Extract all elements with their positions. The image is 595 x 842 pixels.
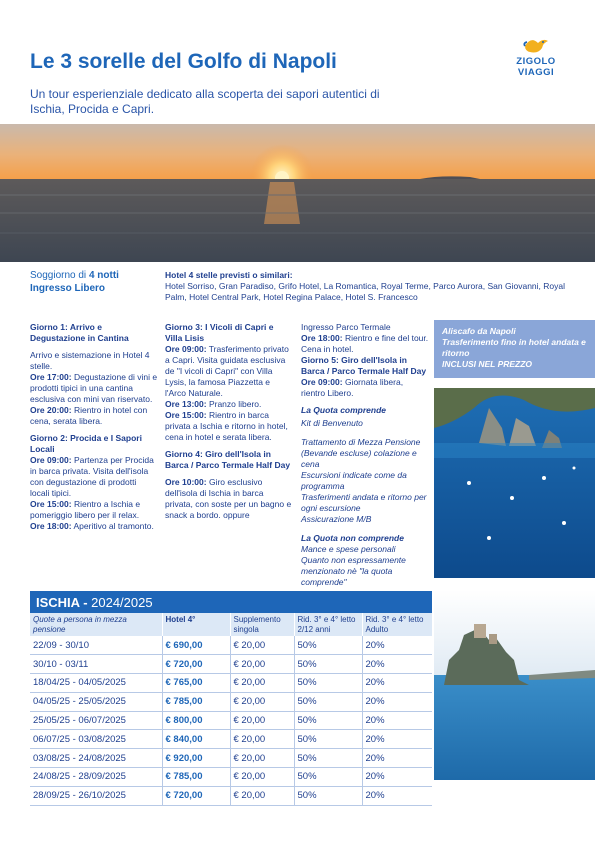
day4-text-2: Rientro e fine del tour. Cena in hotel.: [301, 333, 429, 354]
day3-text-1: Trasferimento privato a Capri. Visita guidata esclusiva de "I vicoli di Capri" con Villa Lysis, la famosa Piazzetta e l'Arco Naturale.: [165, 344, 289, 398]
includes-item: Trattamento di Mezza Pensione (Bevande escluse) colazione e cena: [301, 437, 421, 469]
day3-text-3: Rientro in barca privata a Ischia e ritorno in hotel, cena in hotel e serata libera.: [165, 410, 288, 442]
hotels-list: Hotel Sorriso, Gran Paradiso, Grifo Hotel, La Romantica, Royal Terme, Parco Aurora, San Giovanni, Royal Palm, Hotel Central Park, Hotel Regina Palace, Hotel S. Francesco: [165, 281, 565, 302]
day2-text-1: Partenza per Procida in barca privata. Visita dell'isola con degustazione di prodotti locali tipici.: [30, 455, 154, 498]
table-cell: € 20,00: [230, 636, 294, 655]
logo-line-2: VIAGGI: [517, 67, 555, 78]
itinerary-column-1: [30, 322, 158, 538]
table-cell: 20%: [362, 786, 432, 805]
day2-title: Giorno 2: Procida e I Sapori Locali: [30, 433, 142, 454]
stay-info: [30, 269, 119, 295]
table-cell: € 20,00: [230, 674, 294, 693]
table-cell: € 720,00: [162, 655, 230, 674]
logo-line-1: ZIGOLO: [516, 56, 556, 67]
table-row: [30, 768, 432, 787]
table-cell: 18/04/25 - 04/05/2025: [30, 674, 162, 693]
day4-park: Ingresso Parco Termale: [301, 322, 391, 332]
day3-time-3: Ore 15:00:: [165, 410, 207, 420]
table-row: [30, 636, 432, 655]
side-box-line-1: Aliscafo da Napoli: [442, 326, 516, 336]
table-row: [30, 711, 432, 730]
table-cell: 06/07/25 - 03/08/2025: [30, 730, 162, 749]
itinerary-column-3: [301, 322, 429, 588]
table-cell: € 20,00: [230, 692, 294, 711]
table-year: 2024/2025: [91, 595, 153, 610]
stay-nights: 4 notti: [88, 270, 119, 281]
bird-logo-icon: [521, 34, 551, 56]
table-cell: € 785,00: [162, 768, 230, 787]
ferry-included-box: [434, 320, 595, 378]
itinerary-column-2: [165, 322, 292, 527]
day1-title: Giorno 1: Arrivo e Degustazione in Cantina: [30, 322, 129, 343]
day3-time-1: Ore 09:00:: [165, 344, 207, 354]
table-cell: € 20,00: [230, 768, 294, 787]
table-cell: 22/09 - 30/10: [30, 636, 162, 655]
table-cell: 20%: [362, 711, 432, 730]
day1-time-2: Ore 20:00:: [30, 405, 72, 415]
day1-arrival: Arrivo e sistemazione in Hotel 4 stelle.: [30, 350, 150, 371]
table-cell: 50%: [294, 711, 362, 730]
table-cell: 04/05/25 - 25/05/2025: [30, 692, 162, 711]
day2-text-2: Rientro a Ischia e pomeriggio libero per il relax.: [30, 499, 141, 520]
table-cell: € 20,00: [230, 786, 294, 805]
column-header: Rid. 3° e 4° letto 2/12 anni: [294, 613, 362, 636]
excludes-heading: La Quota non comprende: [301, 533, 404, 543]
day4-time-2: Ore 18:00:: [301, 333, 343, 343]
day5-text-1: Giornata libera, rientro Libero.: [301, 377, 404, 398]
table-cell: € 20,00: [230, 655, 294, 674]
table-cell: 30/10 - 03/11: [30, 655, 162, 674]
day3-title: Giorno 3: I Vicoli di Capri e Villa Lisis: [165, 322, 274, 343]
side-box-line-2: Trasferimento fino in hotel andata e ritorno: [442, 337, 586, 358]
day2-time-3: Ore 18:00:: [30, 521, 72, 531]
day1-text-1: Degustazione di vini e prodotti tipici in una cantina esclusiva con mini van riservato.: [30, 372, 158, 404]
page-subtitle: Un tour esperienziale dedicato alla scoperta dei sapori autentici di Ischia, Procida e Capri.: [30, 87, 380, 116]
includes-heading: La Quota comprende: [301, 405, 387, 415]
table-cell: 03/08/25 - 24/08/2025: [30, 749, 162, 768]
table-cell: € 920,00: [162, 749, 230, 768]
table-cell: € 20,00: [230, 730, 294, 749]
includes-item: Escursioni indicate come da programma: [301, 470, 407, 491]
day2-time-1: Ore 09:00:: [30, 455, 72, 465]
table-cell: 25/05/25 - 06/07/2025: [30, 711, 162, 730]
capri-faraglioni-image: [434, 388, 595, 578]
day2-text-3: Aperitivo al tramonto.: [71, 521, 154, 531]
day4-time-1: Ore 10:00:: [165, 477, 207, 487]
table-cell: 50%: [294, 786, 362, 805]
day4-title: Giorno 4: Giro dell'Isola in Barca / Parco Termale Half Day: [165, 449, 291, 470]
hotels-info: [165, 270, 565, 303]
table-cell: 50%: [294, 768, 362, 787]
sunset-sea-image: [0, 124, 595, 262]
table-cell: 50%: [294, 692, 362, 711]
table-cell: 20%: [362, 768, 432, 787]
table-cell: 20%: [362, 674, 432, 693]
table-row: [30, 786, 432, 805]
table-cell: € 840,00: [162, 730, 230, 749]
day3-time-2: Ore 13:00:: [165, 399, 207, 409]
stay-entry: Ingresso Libero: [30, 283, 106, 294]
table-row: [30, 730, 432, 749]
table-cell: € 720,00: [162, 786, 230, 805]
table-cell: 20%: [362, 730, 432, 749]
column-header: Quote a persona in mezza pensione: [30, 613, 162, 636]
day1-time-1: Ore 17:00:: [30, 372, 72, 382]
table-cell: 20%: [362, 655, 432, 674]
day1-text-2: Rientro in hotel con cena, serata libera.: [30, 405, 148, 426]
table-cell: 50%: [294, 674, 362, 693]
logo: [506, 34, 566, 78]
table-cell: € 20,00: [230, 749, 294, 768]
table-cell: 50%: [294, 730, 362, 749]
table-row: [30, 674, 432, 693]
stay-prefix: Soggiorno di: [30, 270, 89, 281]
page-title: Le 3 sorelle del Golfo di Napoli: [30, 50, 337, 73]
hotels-heading: Hotel 4 stelle previsti o similari:: [165, 270, 293, 280]
table-row: [30, 655, 432, 674]
table-name: ISCHIA -: [36, 595, 92, 610]
excludes-item: Quanto non espressamente menzionato nè "la quota comprende": [301, 555, 406, 587]
table-cell: 50%: [294, 749, 362, 768]
table-cell: € 765,00: [162, 674, 230, 693]
day3-text-2: Pranzo libero.: [206, 399, 262, 409]
price-table: [30, 591, 432, 806]
includes-item: Assicurazione M/B: [301, 514, 372, 524]
day4-text-1: Giro esclusivo dell'isola di Ischia in barca privata, con soste per un bagno e snack a bordo. oppure: [165, 477, 292, 520]
table-cell: 20%: [362, 636, 432, 655]
table-cell: 20%: [362, 749, 432, 768]
day5-title: Giorno 5: Giro dell'Isola in Barca / Parco Termale Half Day: [301, 355, 427, 376]
column-header: Supplemento singola: [230, 613, 294, 636]
castello-aragonese-image: [434, 590, 595, 780]
table-cell: 28/09/25 - 26/10/2025: [30, 786, 162, 805]
table-cell: € 785,00: [162, 692, 230, 711]
table-cell: 20%: [362, 692, 432, 711]
side-box-line-3: INCLUSI NEL PREZZO: [442, 359, 533, 369]
column-header: Rid. 3° e 4° letto Adulto: [362, 613, 432, 636]
excludes-item: Mance e spese personali: [301, 544, 396, 554]
table-cell: 50%: [294, 655, 362, 674]
table-cell: 50%: [294, 636, 362, 655]
includes-item: Kit di Benvenuto: [301, 418, 363, 428]
table-row: [30, 749, 432, 768]
table-cell: € 800,00: [162, 711, 230, 730]
includes-item: Trasferimenti andata e ritorno per ogni escursione: [301, 492, 427, 513]
table-cell: 24/08/25 - 28/09/2025: [30, 768, 162, 787]
table-row: [30, 692, 432, 711]
price-table-title: [30, 591, 432, 613]
day2-time-2: Ore 15:00:: [30, 499, 72, 509]
table-cell: € 20,00: [230, 711, 294, 730]
day5-time-1: Ore 09:00:: [301, 377, 343, 387]
column-header: Hotel 4°: [162, 613, 230, 636]
table-cell: € 690,00: [162, 636, 230, 655]
